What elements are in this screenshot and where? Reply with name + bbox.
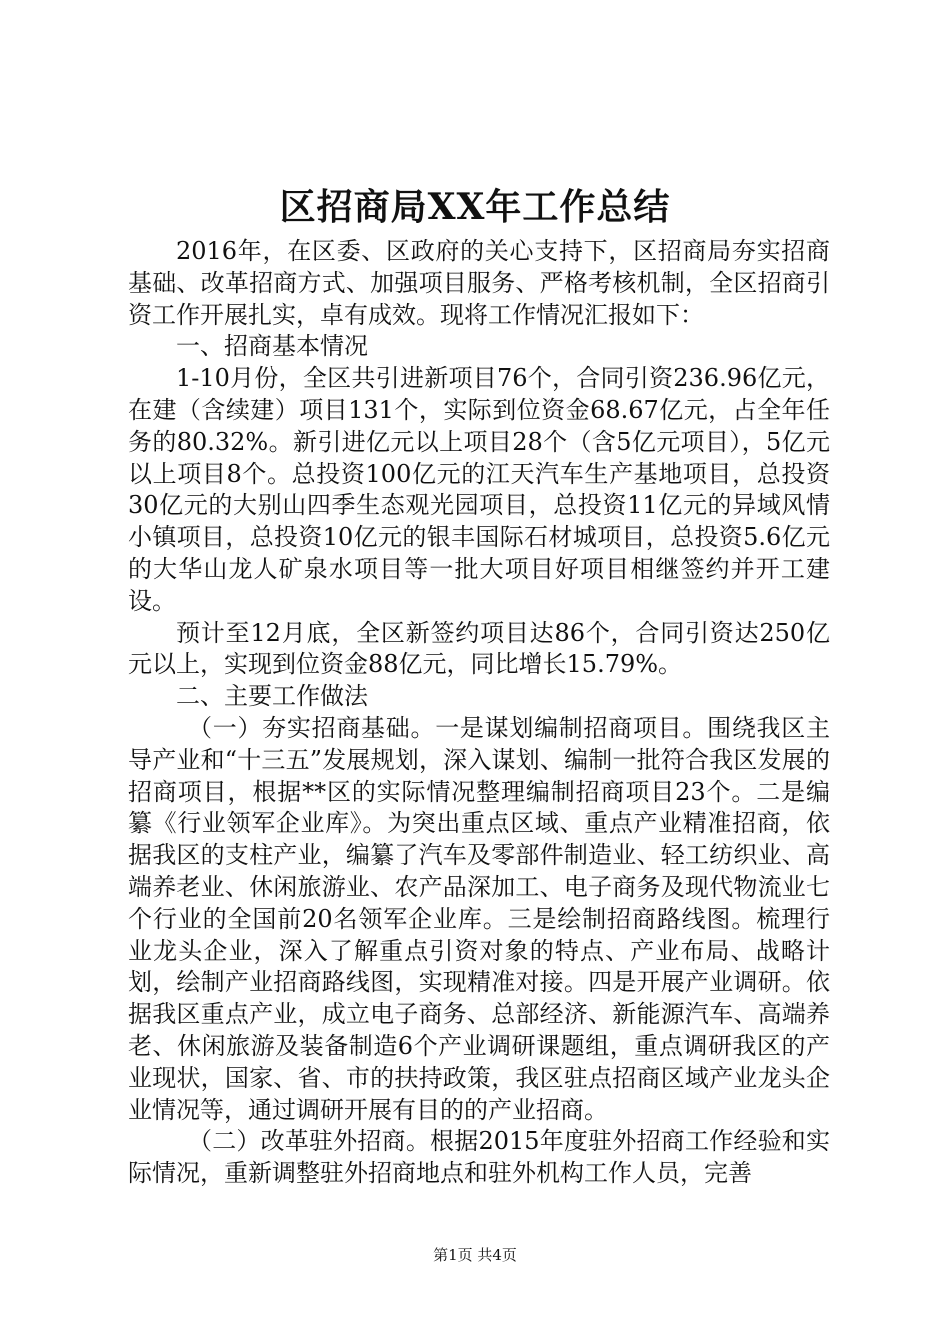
page-indicator: 第1页 共4页 [433,1246,517,1264]
section-heading-1: 一、招商基本情况 [176,332,368,361]
section-heading-2: 二、主要工作做法 [176,682,368,711]
intro-paragraph: 2016年，在区委、区政府的关心支持下，区招商局夯实招商基础、改革招商方式、加强项目服务、严格考核机制，全区招商引资工作开展扎实，卓有成效。现将工作情况汇报如下： [128,237,830,329]
forecast-paragraph: 预计至12月底，全区新签约项目达86个，合同引资达250亿元以上，实现到位资金88亿元，同比增长15.79%。 [128,618,830,679]
stats-paragraph: 1-10月份，全区共引进新项目76个，合同引资236.96亿元，在建（含续建）项目131个，实际到位资金68.67亿元，占全年任务的80.32%。新引进亿元以上项目28个（含5亿元项目），5亿元以上项目8个。总投资100亿元的江天汽车生产基地项目，总投资30亿元的大别山四季生态观光园项目，总投资11亿元的异域风情小镇项目，总投资10亿元的银丰国际石材城项目，总投资5.6亿元的大华山龙人矿泉水项目等一批大项目好项目相继签约并开工建设。 [128,364,830,615]
subsection-paragraph-1: （一）夯实招商基础。一是谋划编制招商项目。围绕我区主导产业和“十三五”发展规划，深入谋划、编制一批符合我区发展的招商项目，根据**区的实际情况整理编制招商项目23个。二是编纂《行业领军企业库》。为突出重点区域、重点产业精准招商，依据我区的支柱产业，编纂了汽车及零部件制造业、轻工纺织业、高端养老业、休闲旅游业、农产品深加工、电子商务及现代物流业七个行业的全国前20名领军企业库。三是绘制招商路线图。梳理行业龙头企业，深入了解重点引资对象的特点、产业布局、战略计划，绘制产业招商路线图，实现精准对接。四是开展产业调研。依据我区重点产业，成立电子商务、总部经济、新能源汽车、高端养老、休闲旅游及装备制造6个产业调研课题组，重点调研我区的产业现状，国家、省、市的扶持政策，我区驻点招商区域产业龙头企业情况等，通过调研开展有目的的产业招商。 [128,713,830,1124]
document-title: 区招商局XX年工作总结 [279,186,671,228]
document-body [128,236,830,1190]
page-footer [0,1245,950,1265]
subsection-paragraph-2: （二）改革驻外招商。根据2015年度驻外招商工作经验和实际情况，重新调整驻外招商地点和驻外机构工作人员，完善 [128,1127,830,1188]
